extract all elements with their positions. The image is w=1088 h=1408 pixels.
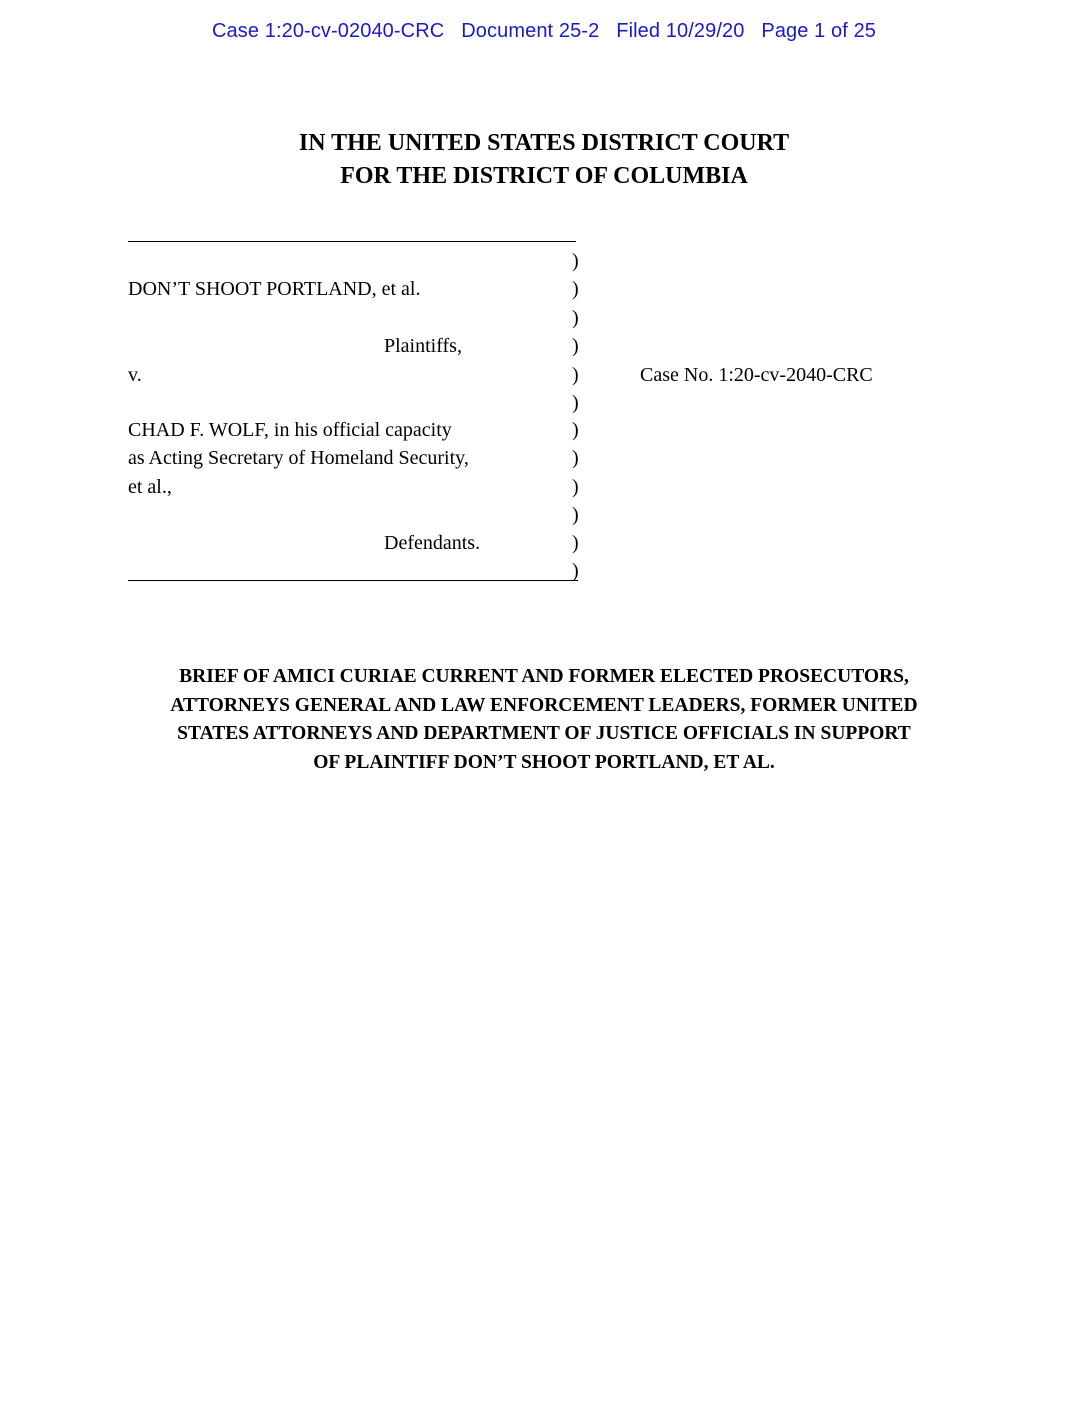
caption-paren: ) bbox=[572, 392, 579, 414]
brief-title bbox=[120, 663, 968, 777]
brief-title-line-4: OF PLAINTIFF DON’T SHOOT PORTLAND, ET AL. bbox=[313, 751, 775, 773]
versus-label: v. bbox=[128, 364, 142, 386]
case-number: Case No. 1:20-cv-2040-CRC bbox=[640, 364, 873, 386]
caption-paren: ) bbox=[572, 419, 579, 441]
plaintiff-role: Plaintiffs, bbox=[384, 335, 462, 357]
brief-title-line-2: ATTORNEYS GENERAL AND LAW ENFORCEMENT LEADERS, FORMER UNITED bbox=[170, 694, 918, 716]
brief-title-line-1: BRIEF OF AMICI CURIAE CURRENT AND FORMER ELECTED PROSECUTORS, bbox=[179, 666, 909, 687]
caption-paren: ) bbox=[572, 307, 579, 329]
caption-paren: ) bbox=[572, 278, 579, 300]
caption-paren: ) bbox=[572, 560, 579, 582]
caption-paren: ) bbox=[572, 364, 579, 386]
defendant-name-line-1: CHAD F. WOLF, in his official capacity bbox=[128, 419, 452, 441]
defendant-name-line-2: as Acting Secretary of Homeland Security, bbox=[128, 447, 469, 469]
caption-paren: ) bbox=[572, 476, 579, 498]
court-name-line-1: IN THE UNITED STATES DISTRICT COURT bbox=[298, 130, 790, 156]
caption-paren: ) bbox=[572, 447, 579, 469]
defendant-role: Defendants. bbox=[384, 532, 481, 554]
caption-paren: ) bbox=[572, 532, 579, 554]
caption-paren: ) bbox=[572, 335, 579, 357]
caption-paren: ) bbox=[572, 504, 579, 526]
filing-header-stamp: Case 1:20-cv-02040-CRC Document 25-2 Filed 10/29/20 Page 1 of 25 bbox=[211, 20, 877, 42]
caption-top-rule bbox=[128, 241, 576, 242]
brief-title-line-3: STATES ATTORNEYS AND DEPARTMENT OF JUSTICE OFFICIALS IN SUPPORT bbox=[177, 723, 911, 744]
court-name-line-2: FOR THE DISTRICT OF COLUMBIA bbox=[340, 163, 748, 189]
caption-bottom-rule bbox=[128, 580, 578, 581]
caption-paren: ) bbox=[572, 250, 579, 272]
plaintiff-name: DON’T SHOOT PORTLAND, et al. bbox=[128, 278, 421, 300]
defendant-name-line-3: et al., bbox=[128, 476, 172, 498]
